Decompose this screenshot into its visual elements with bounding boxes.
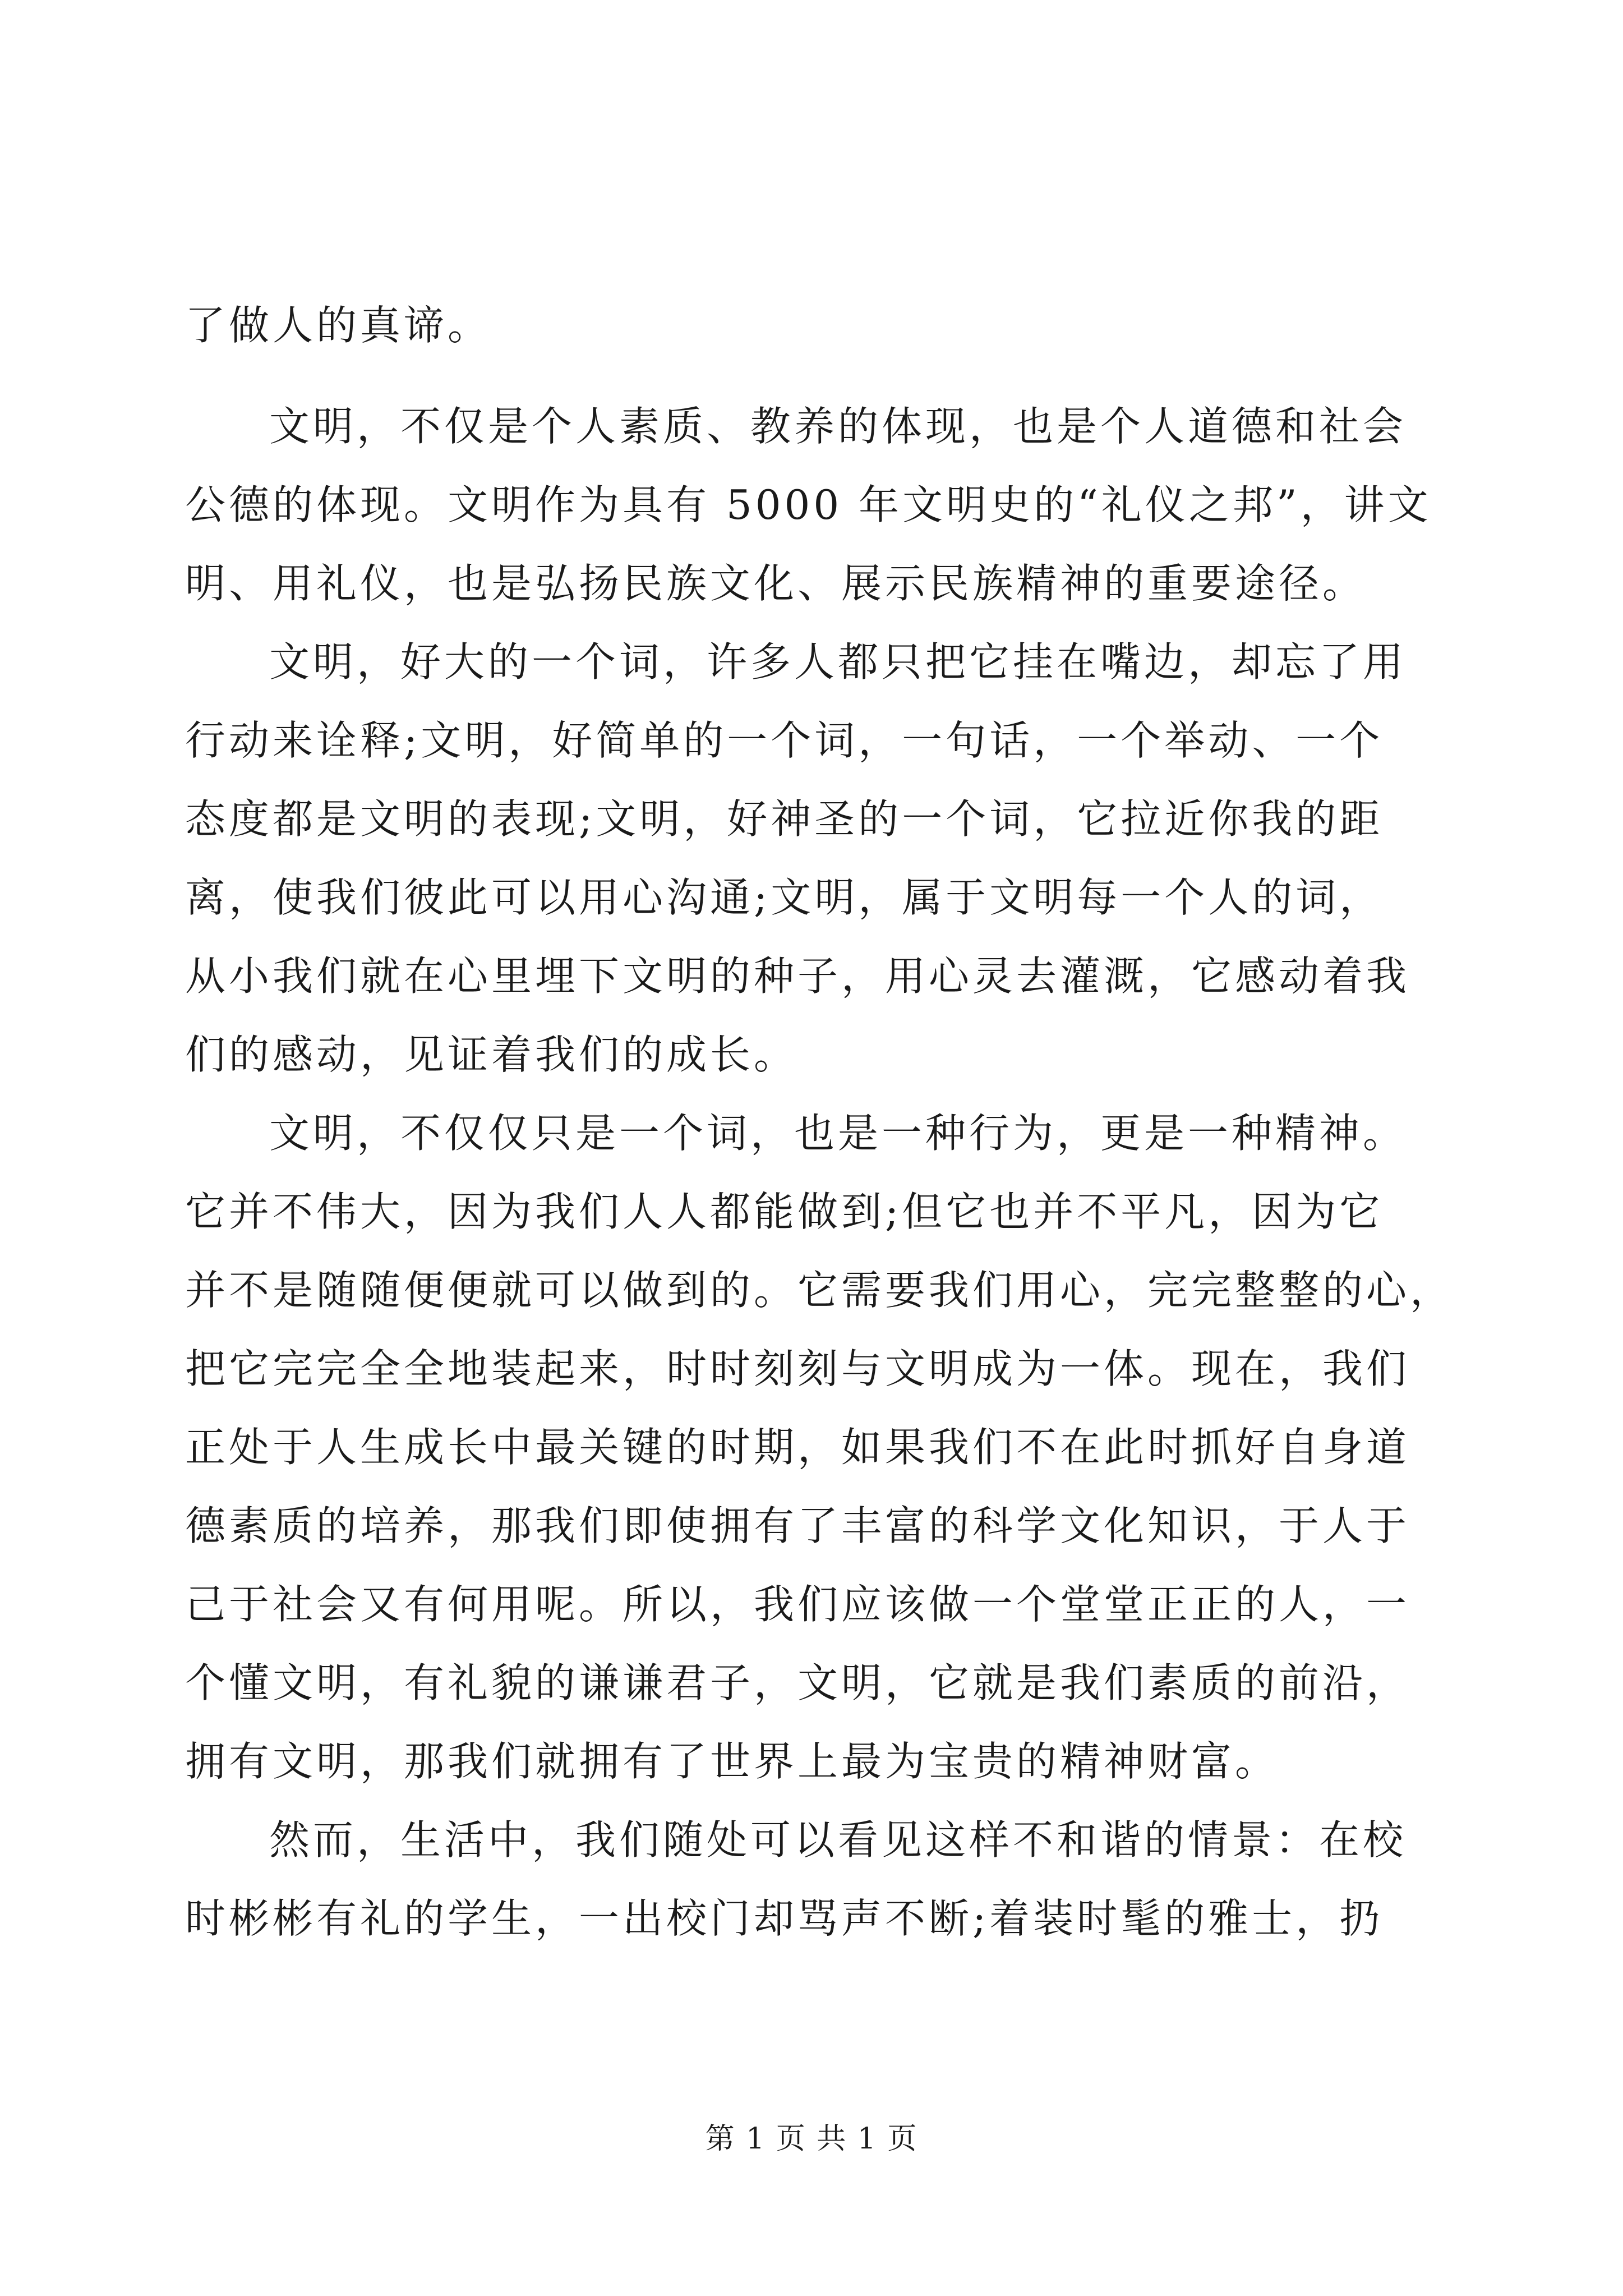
text-line: 从小我们就在心里埋下文明的种子，用心灵去灌溉，它感动着我 [185,953,1410,1000]
text-line: 离，使我们彼此可以用心沟通;文明，属于文明每一个人的词， [185,874,1384,921]
text-line: 把它完完全全地装起来，时时刻刻与文明成为一体。现在，我们 [185,1345,1410,1392]
text-line: 拥有文明，那我们就拥有了世界上最为宝贵的精神财富。 [185,1738,1279,1785]
text-line: 行动来诠释;文明，好简单的一个词，一句话，一个举动、一个 [185,717,1384,764]
text-line: 正处于人生成长中最关键的时期，如果我们不在此时抓好自身道 [185,1424,1410,1471]
paragraph-first-line: 文明，不仅仅只是一个词，也是一种行为，更是一种精神。 [269,1110,1407,1157]
paragraph-first-line: 文明，不仅是个人素质、教养的体现，也是个人道德和社会 [269,403,1407,450]
text-line: 们的感动，见证着我们的成长。 [185,1031,798,1078]
text-line: 时彬彬有礼的学生，一出校门却骂声不断;着装时髦的雅士，扔 [185,1895,1384,1942]
text-line: 了做人的真谛。 [185,302,492,349]
text-line: 它并不伟大，因为我们人人都能做到;但它也并不平凡，因为它 [185,1188,1384,1235]
text-line: 己于社会又有何用呢。所以，我们应该做一个堂堂正正的人，一 [185,1581,1410,1628]
text-line: 态度都是文明的表现;文明，好神圣的一个词，它拉近你我的距 [185,795,1384,843]
text-line: 明、用礼仪，也是弘扬民族文化、展示民族精神的重要途径。 [185,560,1367,607]
page-footer: 第 1 页 共 1 页 [705,2122,918,2156]
text-line: 公德的体现。文明作为具有 5000 年文明史的“礼仪之邦”，讲文 [185,481,1432,528]
text-line: 德素质的培养，那我们即使拥有了丰富的科学文化知识，于人于 [185,1502,1410,1549]
paragraph-first-line: 然而，生活中，我们随处可以看见这样不和谐的情景：在校 [269,1816,1407,1864]
paragraph-first-line: 文明，好大的一个词，许多人都只把它挂在嘴边，却忘了用 [269,638,1407,685]
text-line: 个懂文明，有礼貌的谦谦君子，文明，它就是我们素质的前沿， [185,1659,1410,1706]
text-line: 并不是随随便便就可以做到的。它需要我们用心，完完整整的心， [185,1267,1454,1314]
